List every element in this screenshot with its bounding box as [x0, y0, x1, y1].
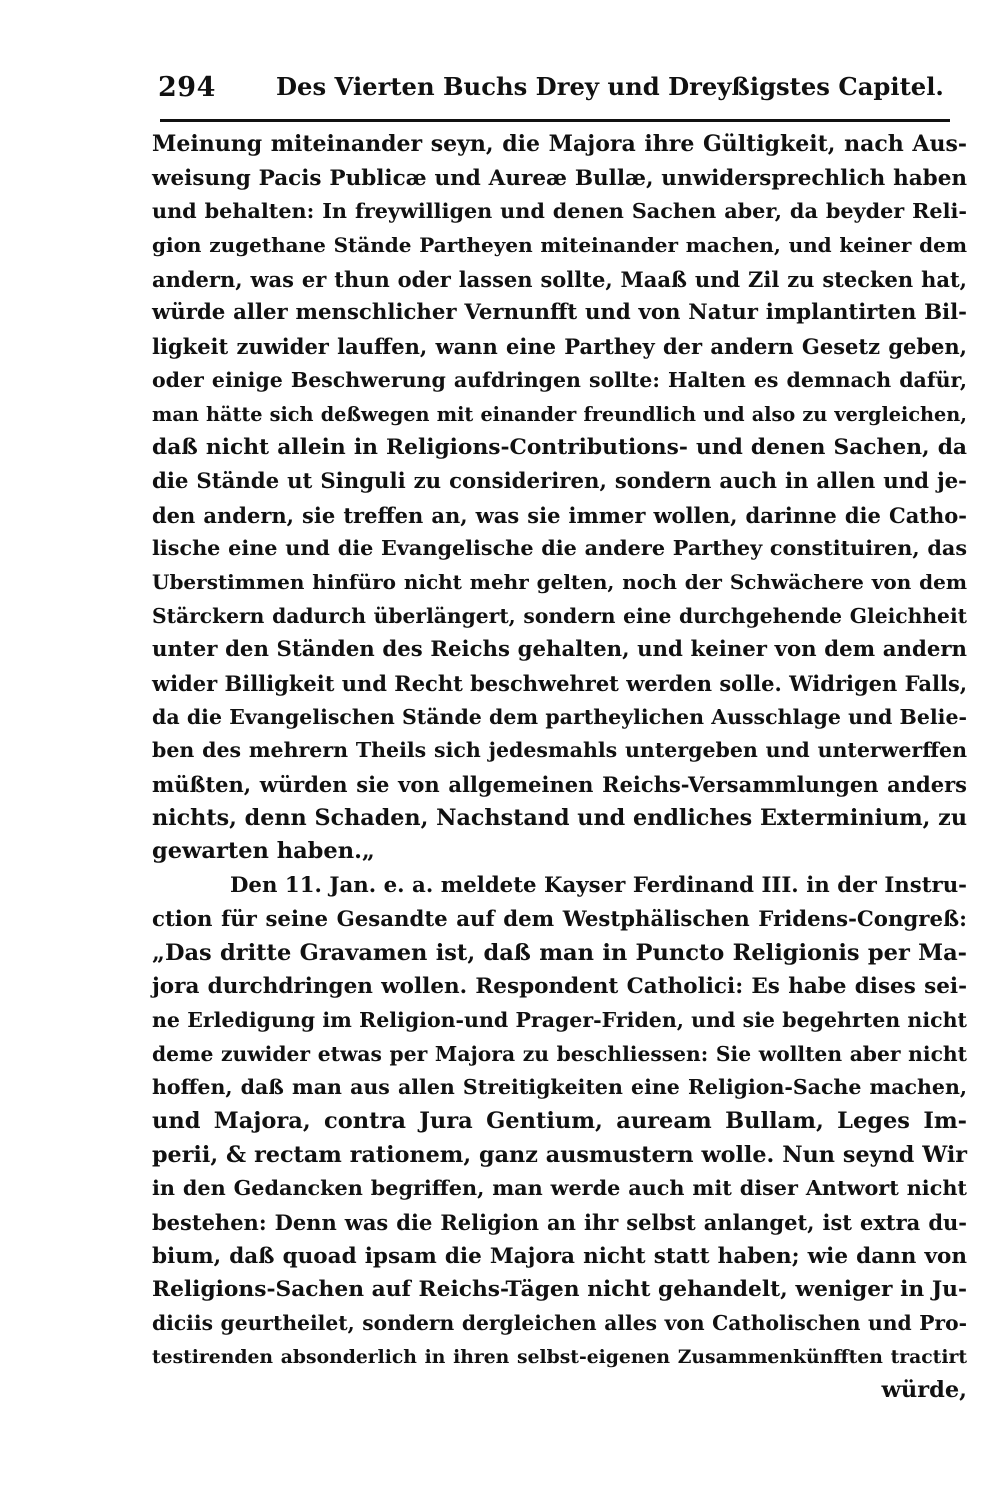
text-line: wider Billigkeit und Recht beschwehret werden solle. Widrigen Falls, — [152, 671, 968, 696]
text-line: ligkeit zuwider lauffen, wann eine Parthey der andern Gesetz geben, — [152, 334, 967, 360]
text-line: andern, was er thun oder lassen sollte, Maaß und Zil zu stecken hat, — [152, 266, 967, 292]
text-line: Uberstimmen hinfüro nicht mehr gelten, noch der Schwächere von dem — [152, 569, 967, 594]
text-line: den andern, sie treffen an, was sie immer wollen, darinne die Catho- — [152, 502, 967, 528]
text-line: die Stände ut Singuli zu consideriren, sondern auch in allen und je- — [152, 468, 967, 494]
text-line: unter den Ständen des Reichs gehalten, und keiner von dem andern — [152, 637, 967, 663]
text-line: weisung Pacis Publicæ und Aureæ Bullæ, unwidersprechlich haben — [152, 165, 967, 191]
text-line: man hätte sich deßwegen mit einander freundlich und also zu vergleichen, — [152, 402, 967, 426]
text-line: jora durchdringen wollen. Respondent Catholici: Es habe dises sei- — [152, 974, 967, 1000]
body-text — [152, 128, 967, 1408]
paragraph-start-line: Den 11. Jan. e. a. meldete Kayser Ferdinand III. in der Instru- — [230, 873, 967, 899]
text-line: und Majora, contra Jura Gentium, auream Bullam, Leges Im- — [152, 1107, 967, 1134]
text-line: ben des mehrern Theils sich jedesmahls untergeben und unterwerffen — [152, 738, 967, 763]
text-line: testirenden absonderlich in ihren selbst-eigenen Zusammenkünfften tractirt — [152, 1345, 967, 1368]
text-line: und behalten: In freywilligen und denen Sachen aber, da beyder Reli- — [152, 199, 967, 224]
paragraph-end-line: gewarten haben.„ — [152, 838, 375, 865]
text-line: da die Evangelischen Stände dem partheylichen Ausschlage und Belie- — [152, 704, 967, 729]
catchword: würde, — [881, 1377, 967, 1404]
page-number: 294 — [158, 72, 216, 103]
text-line: müßten, würden sie von allgemeinen Reichs-Versammlungen anders — [152, 772, 967, 798]
header-rule — [160, 119, 950, 122]
text-line: in den Gedancken begriffen, man werde auch mit diser Antwort nicht — [152, 1176, 967, 1201]
text-line: lische eine und die Evangelische die andere Parthey constituiren, das — [152, 536, 967, 561]
text-line: ne Erledigung im Religion-und Prager-Friden, und sie begehrten nicht — [152, 1007, 967, 1032]
text-line: perii, & rectam rationem, ganz ausmustern wolle. Nun seynd Wir — [152, 1141, 967, 1168]
text-line: gion zugethane Stände Partheyen miteinander machen, und keiner dem — [152, 233, 967, 258]
text-line: bestehen: Denn was die Religion an ihr selbst anlanget, ist extra du- — [152, 1210, 967, 1235]
text-line: hoffen, daß man aus allen Streitigkeiten eine Religion-Sache machen, — [152, 1075, 967, 1100]
text-line: deme zuwider etwas per Majora zu beschliessen: Sie wollten aber nicht — [152, 1041, 967, 1066]
text-line: bium, daß quoad ipsam die Majora nicht statt haben; wie dann von — [152, 1243, 967, 1269]
text-line: daß nicht allein in Religions-Contributions- und denen Sachen, da — [152, 435, 967, 461]
text-line: würde aller menschlicher Vernunfft und von Natur implantirten Bil- — [152, 300, 967, 326]
page-header — [158, 70, 950, 114]
text-line: Religions-Sachen auf Reichs-Tägen nicht gehandelt, weniger in Ju- — [152, 1277, 967, 1303]
text-line: nichts, denn Schaden, Nachstand und endliches Exterminium, zu — [152, 804, 967, 831]
text-line: oder einige Beschwerung aufdringen sollte: Halten es demnach dafür, — [152, 367, 967, 392]
running-head: Des Vierten Buchs Drey und Dreyßigstes Capitel. — [276, 72, 944, 101]
text-line: diciis geurtheilet, sondern dergleichen alles von Catholischen und Pro- — [152, 1311, 967, 1336]
text-line: Meinung miteinander seyn, die Majora ihre Gültigkeit, nach Aus- — [152, 131, 967, 157]
text-line: ction für seine Gesandte auf dem Westphälischen Fridens-Congreß: — [152, 906, 967, 932]
text-line: Stärckern dadurch überlängert, sondern eine durchgehende Gleichheit — [152, 603, 967, 628]
text-line: „Das dritte Gravamen ist, daß man in Puncto Religionis per Ma- — [152, 939, 967, 966]
